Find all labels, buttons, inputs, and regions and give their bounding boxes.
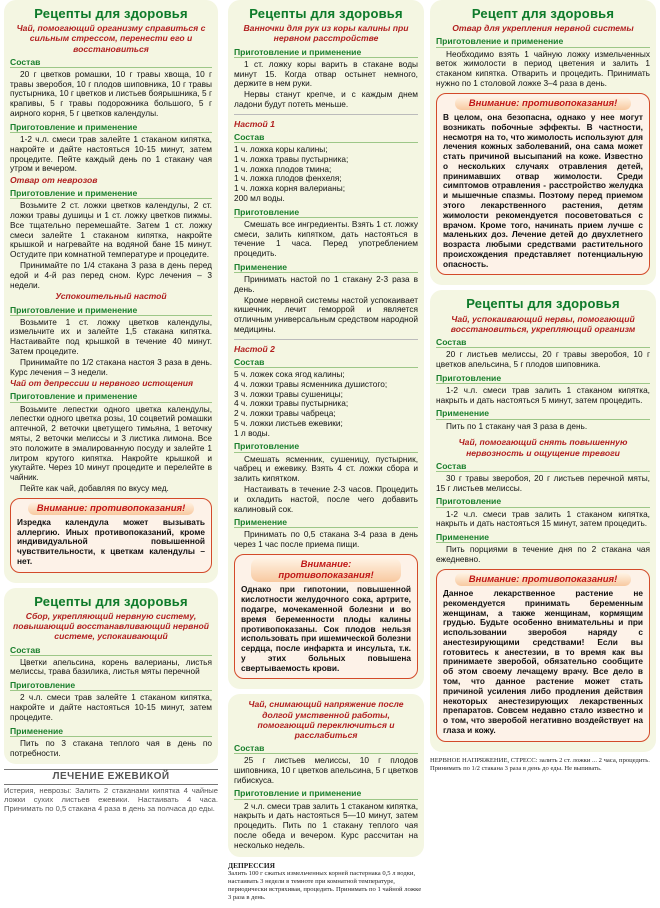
list-item: 1 ч. ложка травы пустырника; xyxy=(234,153,349,164)
usage-heading: Применение xyxy=(10,726,212,737)
list-item: 5 ч. ложек сока ягод калины; xyxy=(234,369,345,379)
clipping-text: Истерия, неврозы: Залить 2 стаканами кипятка 4 чайные ложки сухих листьев ежевики. Настаивать 4 часа. Принимать по 0,5 стакана 4 раза в день за полчаса до еды. xyxy=(4,786,218,814)
preparation-heading: Приготовление и применение xyxy=(10,122,212,133)
infusion-title: Настой 1 xyxy=(234,118,275,129)
recipe-subtitle: Чай, снимающий напряжение после долгой умственной работы, помогающий переключиться и расслабиться xyxy=(248,699,404,740)
preparation-heading: Приготовление и применение xyxy=(10,188,212,199)
recipe-subtitle: Отвар для укрепления нервной системы xyxy=(452,23,634,34)
warning-text: Данное лекарственное растение не рекомендуется принимать беременным женщинам, а также женщинам, кормящим грудью. Будьте особенно внимательны и при использовании зверобоя наряду с анестезирующими средствами! Если вы готовитесь к анестезии, в то время как вы принимаете зверобой, обязательно сообщите об этом своему лечащему врачу. Все дело в том, что данное растение может стать причиной усиления либо продления действия некоторых анестезирующих лекарственных препаратов. Совсем недавно стало известно и о том, что зверобой негативно воздействует на глаза и кожу. xyxy=(443,587,643,735)
calming-tea-card xyxy=(430,290,656,751)
preparation-heading: Приготовление xyxy=(10,680,212,691)
usage-heading: Применение xyxy=(234,262,418,273)
warning-text: Изредка календула может вызывать аллергию. Иных противопоказаний, кроме индивидуальной повышенной чувствительности, к цветкам календулы – нет. xyxy=(17,516,205,566)
warning-text: Однако при гипотонии, повышенной кислотности желудочного сока, артрите, подагре, мочекаменной болезни и во время беременности плоды калины противопоказаны. Сок плодов нельзя использовать при ишемической болезни сердца, после инфаркта и инсульта, т.к. у этих больных повышена свертываемость крови. xyxy=(241,584,411,673)
preparation-text: Настаивать в течение 2-3 часов. Процедить и охладить настой, после чего добавить калиновый сок. xyxy=(234,483,418,514)
honeysuckle-card xyxy=(430,0,656,285)
usage-text: Пить по 3 стакана теплого чая в день по потребности. xyxy=(10,737,212,758)
recipe-subtitle: Сбор, укрепляющий нервную систему, повышающий восстанавливающий нервной системе, успокаивающий xyxy=(12,611,210,642)
list-item: 3 ч. ложки травы сушеницы; xyxy=(234,388,343,399)
contraindications-box xyxy=(436,93,650,276)
divider xyxy=(234,114,418,115)
composition-heading: Состав xyxy=(234,743,418,754)
recipe-subtitle: Успокоительный настой xyxy=(55,291,167,302)
list-item: 1 ч. ложка коры калины; xyxy=(234,143,328,154)
list-item: 200 мл воды. xyxy=(234,192,285,203)
note-text: Кроме нервной системы настой успокаивает кишечник, лечит геморрой и является отличным универсальным средством народной медицины. xyxy=(234,294,418,334)
preparation-heading: Приготовление и применение xyxy=(10,391,212,402)
list-item: 1 ч. ложка плодов фенхеля; xyxy=(234,173,342,184)
section-title: Рецепты для здоровья xyxy=(34,593,188,609)
preparation-heading: Приготовление xyxy=(436,496,650,507)
section-title: Рецепт для здоровья xyxy=(471,6,615,21)
preparation-text: Возьмите 2 ст. ложки цветков календулы, 2 ст. ложки травы душицы и 1 ст. ложку цветков пижмы. Все тщательно перемешайте. Затем 1 ст. ложку смеси залейте 1 стаканом кипятка, накройте крышкой и нагревайте на водяной бане 15 минут. Остудите при комнатной температуре и процедите. xyxy=(10,200,212,260)
section-title: Рецепты для здоровья xyxy=(34,6,188,21)
composition-heading: Состав xyxy=(234,132,418,143)
preparation-text: 2 ч.л. смеси трав залейте 1 стаканом кипятка, накройте и дайте настояться 10-15 минут, затем процедите. xyxy=(10,692,212,722)
composition-text: 20 г цветков ромашки, 10 г травы хвоща, 10 г травы зверобоя, 10 г плодов шиповника, 10 г травы пустырника, 10 г цветков и листьев боярышника, 5 г крапивы, 5 г травы подорожника большого, 5 г аирного корня, 5 г цветков календулы. xyxy=(10,68,212,119)
usage-text: Принимайте по 1/2 стакана настоя 3 раза в день. Курс лечения – 3 недели. xyxy=(10,356,212,377)
nerve-collection-card xyxy=(4,588,218,765)
stress-recipe-card xyxy=(4,0,218,583)
composition-heading: Состав xyxy=(10,645,212,656)
usage-heading: Применение xyxy=(436,532,650,543)
preparation-text: 1-2 ч.л. смеси трав залейте 1 стаканом кипятка, накройте и дайте настояться 10-15 минут, затем процедите. Пейте каждый день по 1 стакану чая утром и вечером. xyxy=(10,133,212,174)
footer-clipping: НЕРВНОЕ НАПРЯЖЕНИЕ, СТРЕСС: залить 2 ст. ложки ... 2 часа, процедить. Принимать по 1/2 стакана 3 раза в день до еды. Не выпивать. xyxy=(430,756,650,772)
usage-text: Принимать по 0,5 стакана 3-4 раза в день через 1 час после приема пищи. xyxy=(234,529,418,550)
composition-text: Цветки апельсина, корень валерианы, листья мелиссы, трава базилика, листья мяты перечной xyxy=(10,656,212,677)
warning-title: Внимание: противопоказания! xyxy=(251,558,401,582)
composition-text: 20 г листьев мелиссы, 20 г травы зверобоя, 10 г цветков апельсина, 5 г плодов шиповника. xyxy=(436,349,650,369)
preparation-text: Смешать ясменник, сушеницу, пустырник, чабрец и ежевику. Взять 4 ст. ложки сбора и залить кипятком. xyxy=(234,453,418,484)
list-item: 5 ч. ложки листьев ежевики; xyxy=(234,417,343,428)
section-title: Рецепты для здоровья xyxy=(466,296,620,312)
recipe-subtitle: Чай, помогающий снять повышенную нервозность и ощущение тревоги xyxy=(458,437,628,458)
clipping-title: ЛЕЧЕНИЕ ЕЖЕВИКОЙ xyxy=(4,769,218,785)
preparation-text: 2 ч.л. смеси трав залить 1 стаканом кипятка, накрыть и дать настояться 5—10 минут, затем процедить. Пить по 1 стакану теплого чая после обеда и вечером. Курс рассчитан на несколько недель. xyxy=(234,800,418,850)
warning-title: Внимание: противопоказания! xyxy=(455,573,631,586)
preparation-text: 1 ст. ложку коры варить в стакане воды минут 15. Когда отвар остынет немного, держите в нем руки. xyxy=(234,58,418,89)
preparation-text: Возьмите лепестки одного цветка календулы, лепестки одного цветка розы, 10 соцветий ромашки аптечной, 2 веточки цветущего тимьяна, 1 веточку мяты, 2 веточки мелиссы и 3 листика лимона. Все это положите в эмалированную посуду и залейте 1 литром крутого кипятка. Накройте крышкой и укутайте. Через 10 минут процедите и перелейте в чайник. xyxy=(10,403,212,483)
preparation-heading: Приготовление и применение xyxy=(234,47,418,58)
list-item: 4 ч. ложки травы ясменника душистого; xyxy=(234,378,388,389)
divider xyxy=(234,339,418,340)
contraindications-box xyxy=(10,498,212,573)
composition-heading: Состав xyxy=(436,461,650,472)
preparation-heading: Приготовление xyxy=(234,441,418,452)
list-item: 2 ч. ложки травы чабреца; xyxy=(234,408,336,419)
composition-heading: Состав xyxy=(10,57,212,68)
usage-text: Пить по 1 стакану чая 3 раза в день. xyxy=(446,420,588,431)
depression-clipping xyxy=(228,862,424,903)
composition-heading: Состав xyxy=(436,337,650,348)
mental-work-card xyxy=(228,694,424,856)
recipe-subtitle: Ванночки для рук из коры калины при нервном расстройстве xyxy=(243,23,409,44)
usage-text: Пить порциями в течение дня по 2 стакана чая ежедневно. xyxy=(436,544,650,564)
usage-text: Пейте как чай, добавляя по вкусу мед. xyxy=(20,482,169,493)
column-middle xyxy=(228,0,424,908)
recipe-subtitle: Чай, успокаивающий нервы, помогающий восстановиться, укрепляющий организм xyxy=(450,313,636,334)
list-item: 1 ч. ложка корня валерианы; xyxy=(234,183,346,194)
preparation-heading: Приготовление и применение xyxy=(436,36,650,47)
column-left xyxy=(4,0,218,908)
usage-heading: Применение xyxy=(234,517,418,528)
usage-heading: Применение xyxy=(436,408,650,419)
preparation-heading: Приготовление xyxy=(234,207,418,218)
recipe-subtitle: Чай, помогающий организму справиться с сильным стрессом, перенести его и восстановиться xyxy=(16,23,206,54)
infusion-title: Настой 2 xyxy=(234,343,275,354)
usage-text: Принимайте по 1/4 стакана 3 раза в день перед едой и 4-й раз перед сном. Курс лечения – 3 недели. xyxy=(10,260,212,290)
recipe-subtitle: Отвар от неврозов xyxy=(10,175,98,186)
section-title: Рецепты для здоровья xyxy=(249,6,403,21)
usage-text: Принимать настой по 1 стакану 2-3 раза в день. xyxy=(234,274,418,294)
preparation-text: Смешать все ингредиенты. Взять 1 ст. ложку смеси, залить кипятком, дать настояться в течение 1 часа. Перед употреблением процедить. xyxy=(234,218,418,259)
viburnum-card xyxy=(228,0,424,689)
clipping-title: ДЕПРЕССИЯ xyxy=(228,860,275,870)
list-item: 1 л воды. xyxy=(234,427,270,438)
blackberry-clipping xyxy=(4,769,218,814)
composition-text: 30 г травы зверобоя, 20 г листьев перечной мяты, 15 г листьев мелиссы. xyxy=(436,472,650,493)
preparation-heading: Приготовление xyxy=(436,373,650,384)
preparation-text: Возьмите 1 ст. ложку цветков календулы, измельчите их и залейте 1,5 стакана кипятка. Настаивайте под крышкой в течение 40 минут. Затем процедите. xyxy=(10,316,212,356)
composition-text: 25 г листьев мелиссы, 10 г плодов шиповника, 10 г цветков апельсина, 5 г цветков гибискуса. xyxy=(234,755,418,785)
preparation-text: 1-2 ч.л. смеси трав залить 1 стаканом кипятка, накрыть и дать настояться 5 минут, затем процедить. xyxy=(436,384,650,405)
usage-text: Нервы станут крепче, и с каждым днем ладони будут потеть меньше. xyxy=(234,89,418,109)
warning-title: Внимание: противопоказания! xyxy=(455,97,631,110)
clipping-text: Залить 100 г сжатых измельченных корней пастернака 0,5 л водки, настаивать 3 недели в темноте при комнатной температуре, периодически встряхивая, процедить. Принимать по 1 чайной ложке 3 раза в день. xyxy=(228,870,422,902)
preparation-text: Необходимо взять 1 чайную ложку измельченных веток жимолости в период цветения и залить 1 стаканом кипятка. Отварить и процедить. Принимать нужно по 1 столовой ложке 3–4 раза в день. xyxy=(436,48,650,88)
warning-title: Внимание: противопоказания! xyxy=(28,502,193,515)
recipe-subtitle: Чай от депрессии и нервного истощения xyxy=(10,378,194,389)
contraindications-box xyxy=(436,569,650,742)
preparation-text: 1-2 ч.л. смеси трав залить 1 стаканом кипятка, накрыть и дать настояться 15 минут, затем процедить. xyxy=(436,508,650,529)
column-right xyxy=(430,0,656,908)
composition-heading: Состав xyxy=(234,357,418,368)
contraindications-box xyxy=(234,554,418,679)
preparation-heading: Приготовление и применение xyxy=(10,305,212,316)
warning-text: В целом, она безопасна, однако у нее могут возникать побочные эффекты. В частности, несмотря на то, что жимолость используют для лечения кожных заболеваний, она сама может стать причиной высыпаний на коже. Известно о нескольких случаях отравления детей, принимавших отвар жимолости. Среди симптомов отравления - расстройство желудка и мышечные спазмы. Поэтому перед приемом этого лекарственного растения, детям жимолости рекомендуется посоветоваться с врачом. Кроме того, начинать прием лучше с маленьких доз. Лечение детей до двухлетнего возраста любыми средствами растительного происхождения представляет потенциальную опасность. xyxy=(443,111,643,269)
ingredient-list xyxy=(234,370,418,438)
list-item: 1 ч. ложка плодов тмина; xyxy=(234,163,332,174)
preparation-heading: Приготовление и применение xyxy=(234,788,418,799)
ingredient-list xyxy=(234,145,418,204)
list-item: 4 ч. ложки травы пустырника; xyxy=(234,398,349,409)
